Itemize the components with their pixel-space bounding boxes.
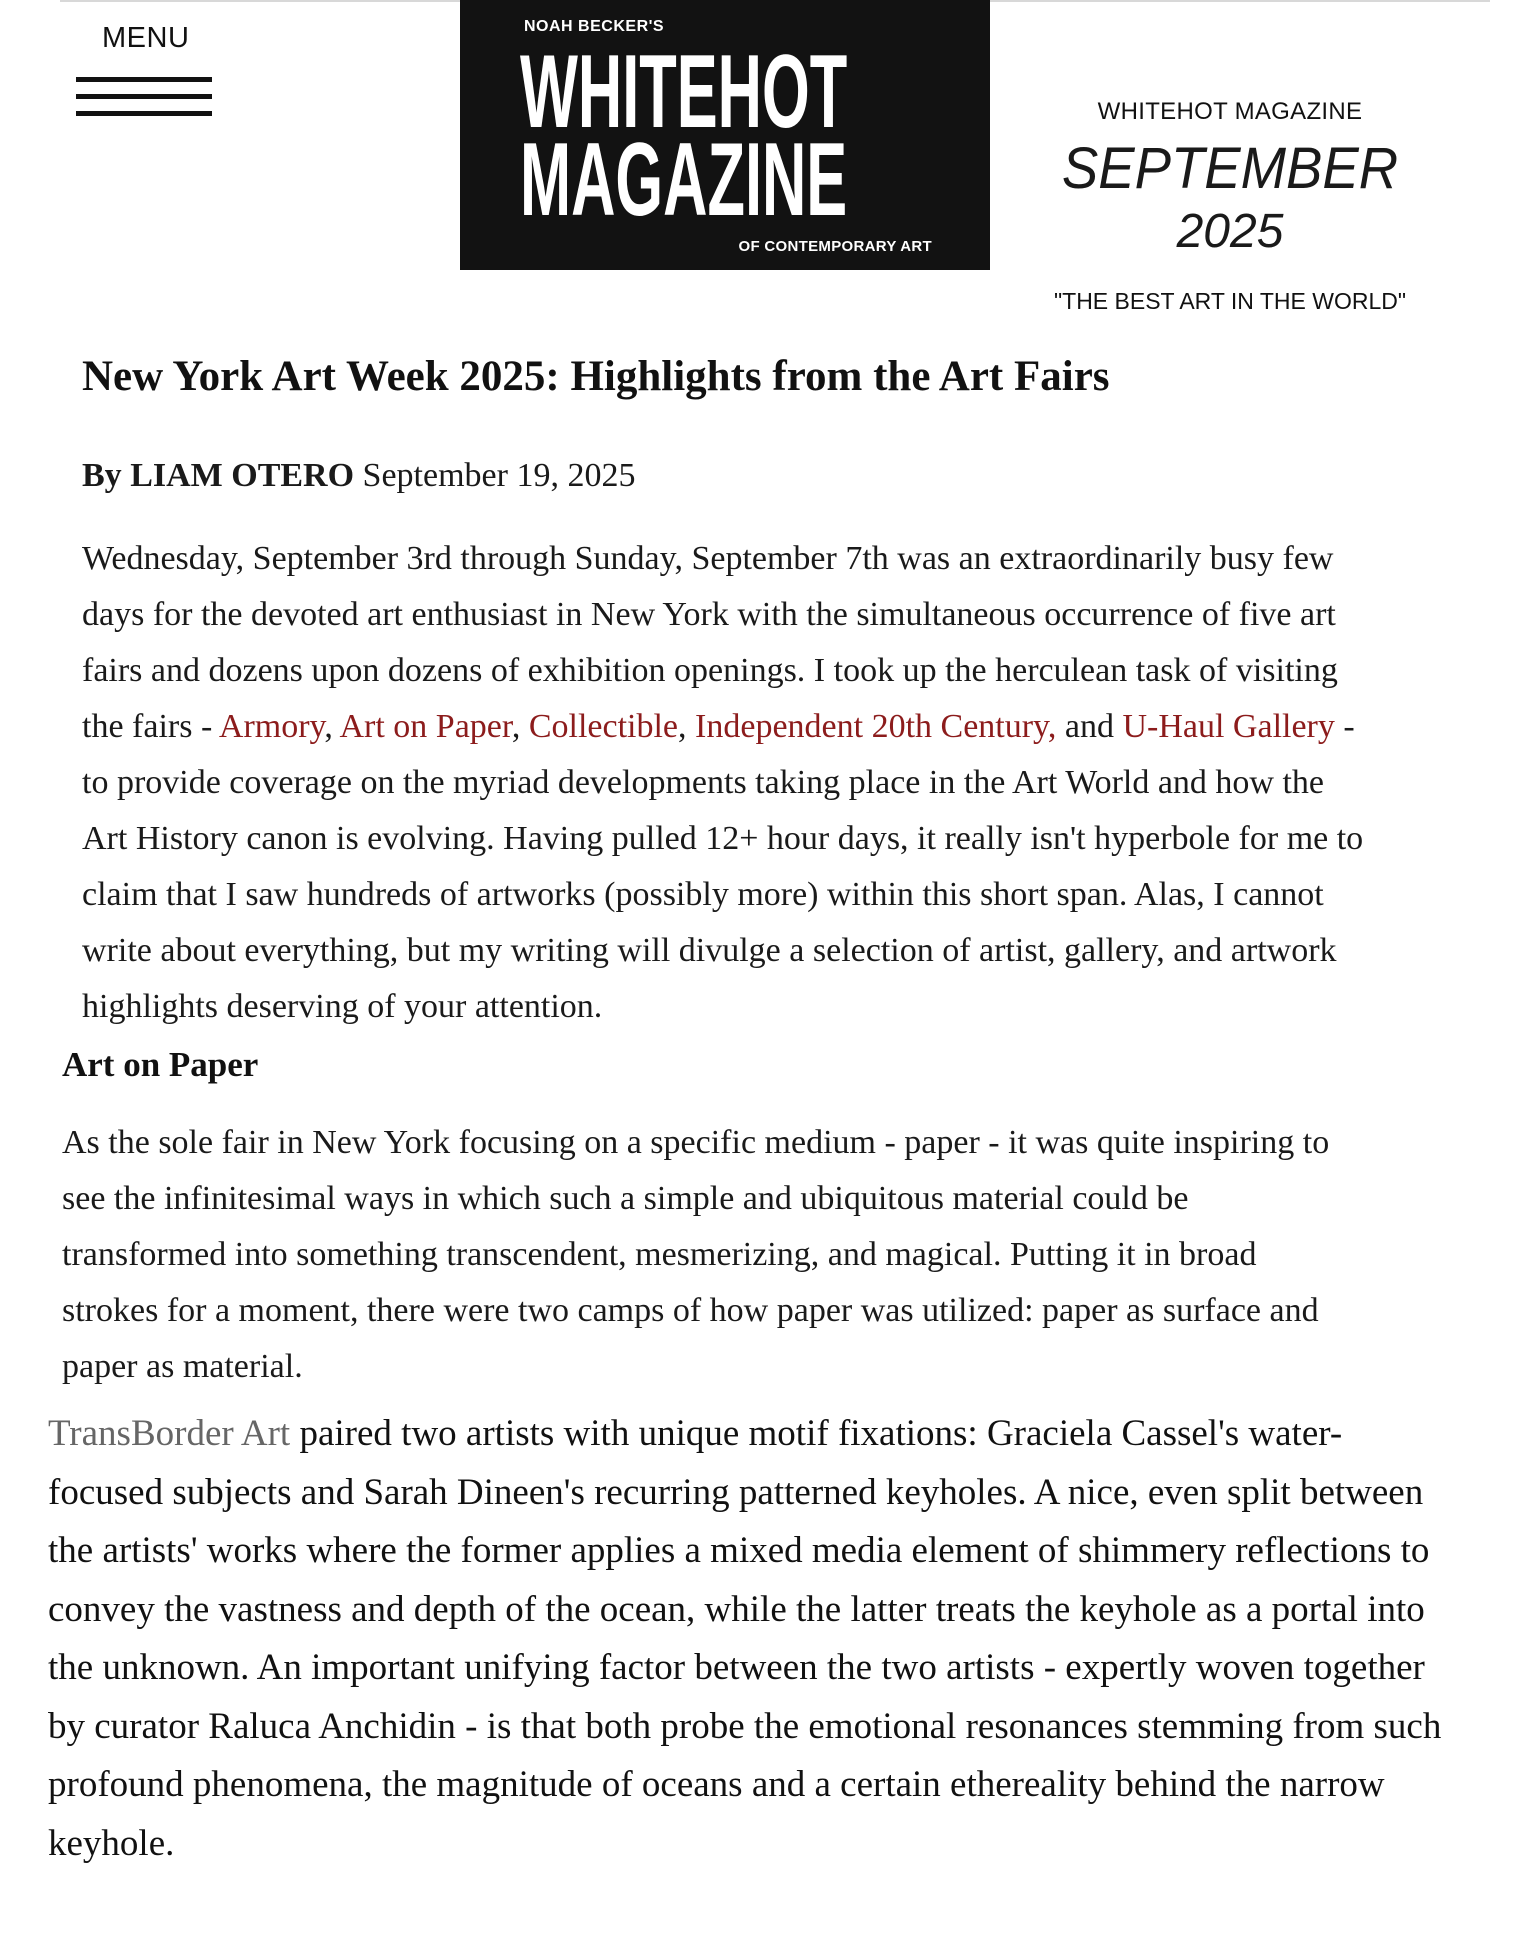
fair-link-u-haul-gallery[interactable]: U-Haul Gallery	[1122, 708, 1335, 745]
section-line: As the sole fair in New York focusing on a specific medium - paper - it was quite inspiring to	[62, 1124, 1330, 1161]
separator: and	[1056, 708, 1123, 745]
fair-link-armory[interactable]: Armory	[218, 708, 325, 745]
gallery-line: convey the vastness and depth of the ocean, while the latter treats the keyhole as a portal into	[48, 1588, 1425, 1630]
intro-line-start: the fairs -	[82, 708, 219, 745]
gallery-link-transborder-art[interactable]: TransBorder Art	[48, 1413, 291, 1454]
intro-line: Wednesday, September 3rd through Sunday, September 7th was an extraordinarily busy few	[82, 540, 1334, 577]
logo-pre-title: NOAH BECKER'S	[524, 18, 665, 35]
fair-link-collectible[interactable]: Collectible	[528, 708, 679, 745]
separator: ,	[511, 708, 529, 745]
separator: -	[1334, 708, 1355, 745]
byline-prefix: By	[82, 457, 122, 494]
separator: ,	[324, 708, 340, 745]
gallery-line-rest: paired two artists with unique motif fixations: Graciela Cassel's water-	[290, 1413, 1343, 1454]
intro-line: days for the devoted art enthusiast in New York with the simultaneous occurrence of five art	[82, 596, 1336, 633]
intro-line: write about everything, but my writing will divulge a selection of artist, gallery, and artwork	[82, 932, 1337, 969]
gallery-line: by curator Raluca Anchidin - is that both probe the emotional resonances stemming from such	[48, 1705, 1442, 1747]
intro-line: to provide coverage on the myriad developments taking place in the Art World and how the	[82, 764, 1325, 801]
section-heading: Art on Paper	[62, 1045, 259, 1084]
issue-tagline: "THE BEST ART IN THE WORLD"	[1053, 288, 1407, 314]
menu-label: MENU	[102, 22, 190, 54]
section-paragraph	[62, 1115, 1482, 1395]
gallery-line: keyhole.	[48, 1822, 175, 1864]
gallery-line: focused subjects and Sarah Dineen's recurring patterned keyholes. A nice, even split between	[48, 1471, 1424, 1513]
section-line: strokes for a moment, there were two camps of how paper was utilized: paper as surface and	[62, 1292, 1319, 1329]
logo-line-magazine: MAGAZINE	[520, 122, 848, 238]
fair-link-independent[interactable]: Independent 20th Century,	[695, 708, 1057, 745]
separator: ,	[678, 708, 696, 745]
hamburger-icon	[76, 77, 214, 116]
intro-line: fairs and dozens upon dozens of exhibition openings. I took up the herculean task of visiting	[82, 652, 1338, 689]
intro-line: Art History canon is evolving. Having pulled 12+ hour days, it really isn't hyperbole for me to	[82, 820, 1364, 857]
gallery-line: profound phenomena, the magnitude of oceans and a certain ethereality behind the narrow	[48, 1764, 1385, 1805]
author-name: LIAM OTERO	[130, 457, 355, 494]
article-title: New York Art Week 2025: Highlights from the Art Fairs	[82, 353, 1110, 400]
intro-line: claim that I saw hundreds of artworks (possibly more) within this short span. Alas, I cannot	[82, 876, 1324, 913]
intro-line-fairs	[82, 699, 1502, 755]
gallery-line: the artists' works where the former applies a mixed media element of shimmery reflections to	[48, 1530, 1430, 1571]
section-line: paper as material.	[62, 1348, 303, 1385]
section-line: transformed into something transcendent, mesmerizing, and magical. Putting it in broad	[62, 1236, 1257, 1273]
logo-line-whitehot: WHITEHOT	[520, 34, 848, 150]
site-logo[interactable]	[460, 0, 990, 270]
issue-magazine-name: WHITEHOT MAGAZINE	[1097, 98, 1363, 125]
publish-date: September 19, 2025	[362, 457, 636, 494]
section-line: see the infinitesimal ways in which such a simple and ubiquitous material could be	[62, 1180, 1189, 1217]
issue-info	[1030, 98, 1430, 256]
issue-month: SEPTEMBER	[1061, 136, 1399, 201]
intro-paragraph	[82, 531, 1502, 1035]
byline	[82, 457, 635, 495]
gallery-paragraph	[48, 1405, 1518, 1873]
gallery-line: the unknown. An important unifying factor between the two artists - expertly woven together	[48, 1647, 1425, 1688]
fair-link-art-on-paper[interactable]: Art on Paper	[339, 708, 512, 745]
gallery-line	[48, 1405, 1518, 1464]
menu-button[interactable]	[74, 22, 214, 128]
intro-line: highlights deserving of your attention.	[82, 988, 603, 1025]
issue-year: 2025	[1176, 205, 1284, 258]
logo-subtitle: OF CONTEMPORARY ART	[738, 238, 932, 255]
